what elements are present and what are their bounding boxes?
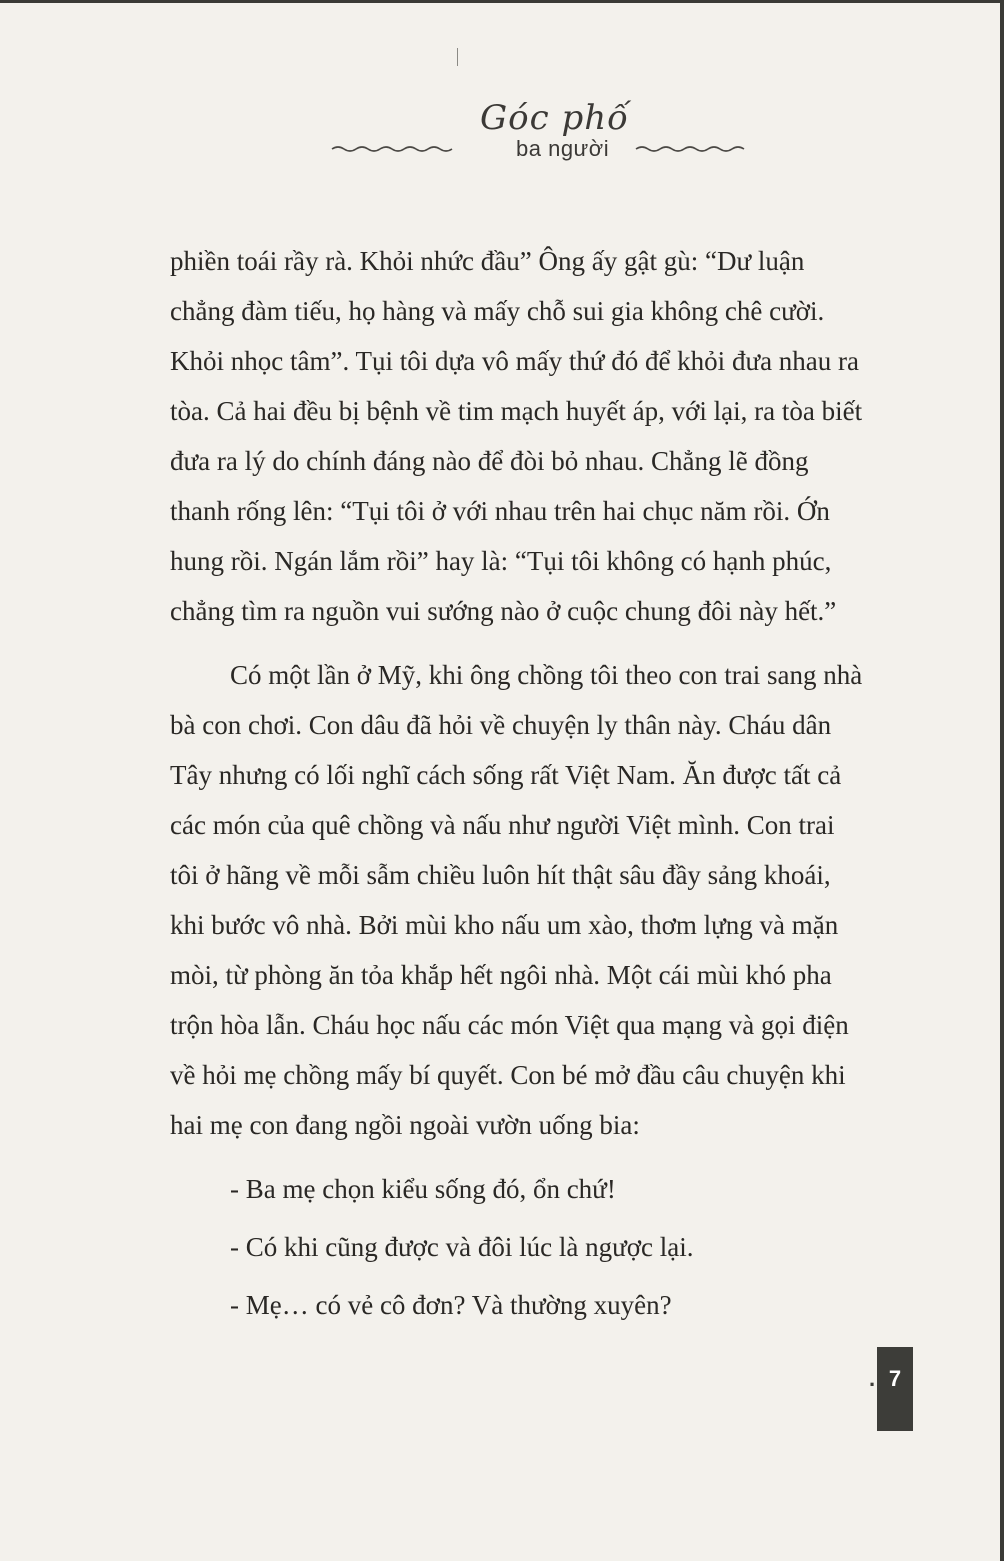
- crop-mark: [457, 48, 458, 66]
- page-number-dot: .: [869, 1366, 876, 1391]
- paragraph-continued: phiền toái rầy rà. Khỏi nhức đầu” Ông ấy gật gù: “Dư luận chẳng đàm tiếu, họ hàng và mấy chỗ sui gia không chê cười. Khỏi nhọc tâm”. Tụi tôi dựa vô mấy thứ đó để khỏi đưa nhau ra tòa. Cả hai đều bị bệnh về tim mạch huyết áp, với lại, ra tòa biết đưa ra lý do chính đáng nào để đòi bỏ nhau. Chẳng lẽ đồng thanh rống lên: “Tụi tôi ở với nhau trên hai chục năm rồi. Ớn hung rồi. Ngán lắm rồi” hay là: “Tụi tôi không có hạnh phúc, chẳng tìm ra nguồn vui sướng nào ở cuộc chung đôi này hết.”: [170, 246, 863, 626]
- dialogue-line: - Ba mẹ chọn kiểu sống đó, ổn chứ!: [230, 1174, 616, 1204]
- page-number: 7: [888, 1366, 902, 1391]
- left-wave-ornament: [332, 147, 452, 151]
- running-header-title: Góc phố: [480, 98, 629, 138]
- body-text: [170, 236, 866, 1330]
- dialogue-line: - Có khi cũng được và đôi lúc là ngược lại.: [230, 1232, 694, 1262]
- paragraph: Có một lần ở Mỹ, khi ông chồng tôi theo con trai sang nhà bà con chơi. Con dâu đã hỏi về chuyện ly thân này. Cháu dân Tây nhưng có lối nghĩ cách sống rất Việt Nam. Ăn được tất cả các món của quê chồng và nấu như người Việt mình. Con trai tôi ở hãng về mỗi sẫm chiều luôn hít thật sâu đầy sảng khoái, khi bước vô nhà. Bởi mùi kho nấu um xào, thơm lựng và mặn mòi, từ phòng ăn tỏa khắp hết ngôi nhà. Một cái mùi khó pha trộn hòa lẫn. Cháu học nấu các món Việt qua mạng và gọi điện về hỏi mẹ chồng mấy bí quyết. Con bé mở đầu câu chuyện khi hai mẹ con đang ngồi ngoài vườn uống bia:: [170, 660, 863, 1140]
- right-wave-ornament: [636, 147, 744, 151]
- running-header: [330, 92, 750, 172]
- running-header-subtitle: ba người: [516, 136, 610, 161]
- dialogue-line: - Mẹ… có vẻ cô đơn? Và thường xuyên?: [230, 1290, 672, 1320]
